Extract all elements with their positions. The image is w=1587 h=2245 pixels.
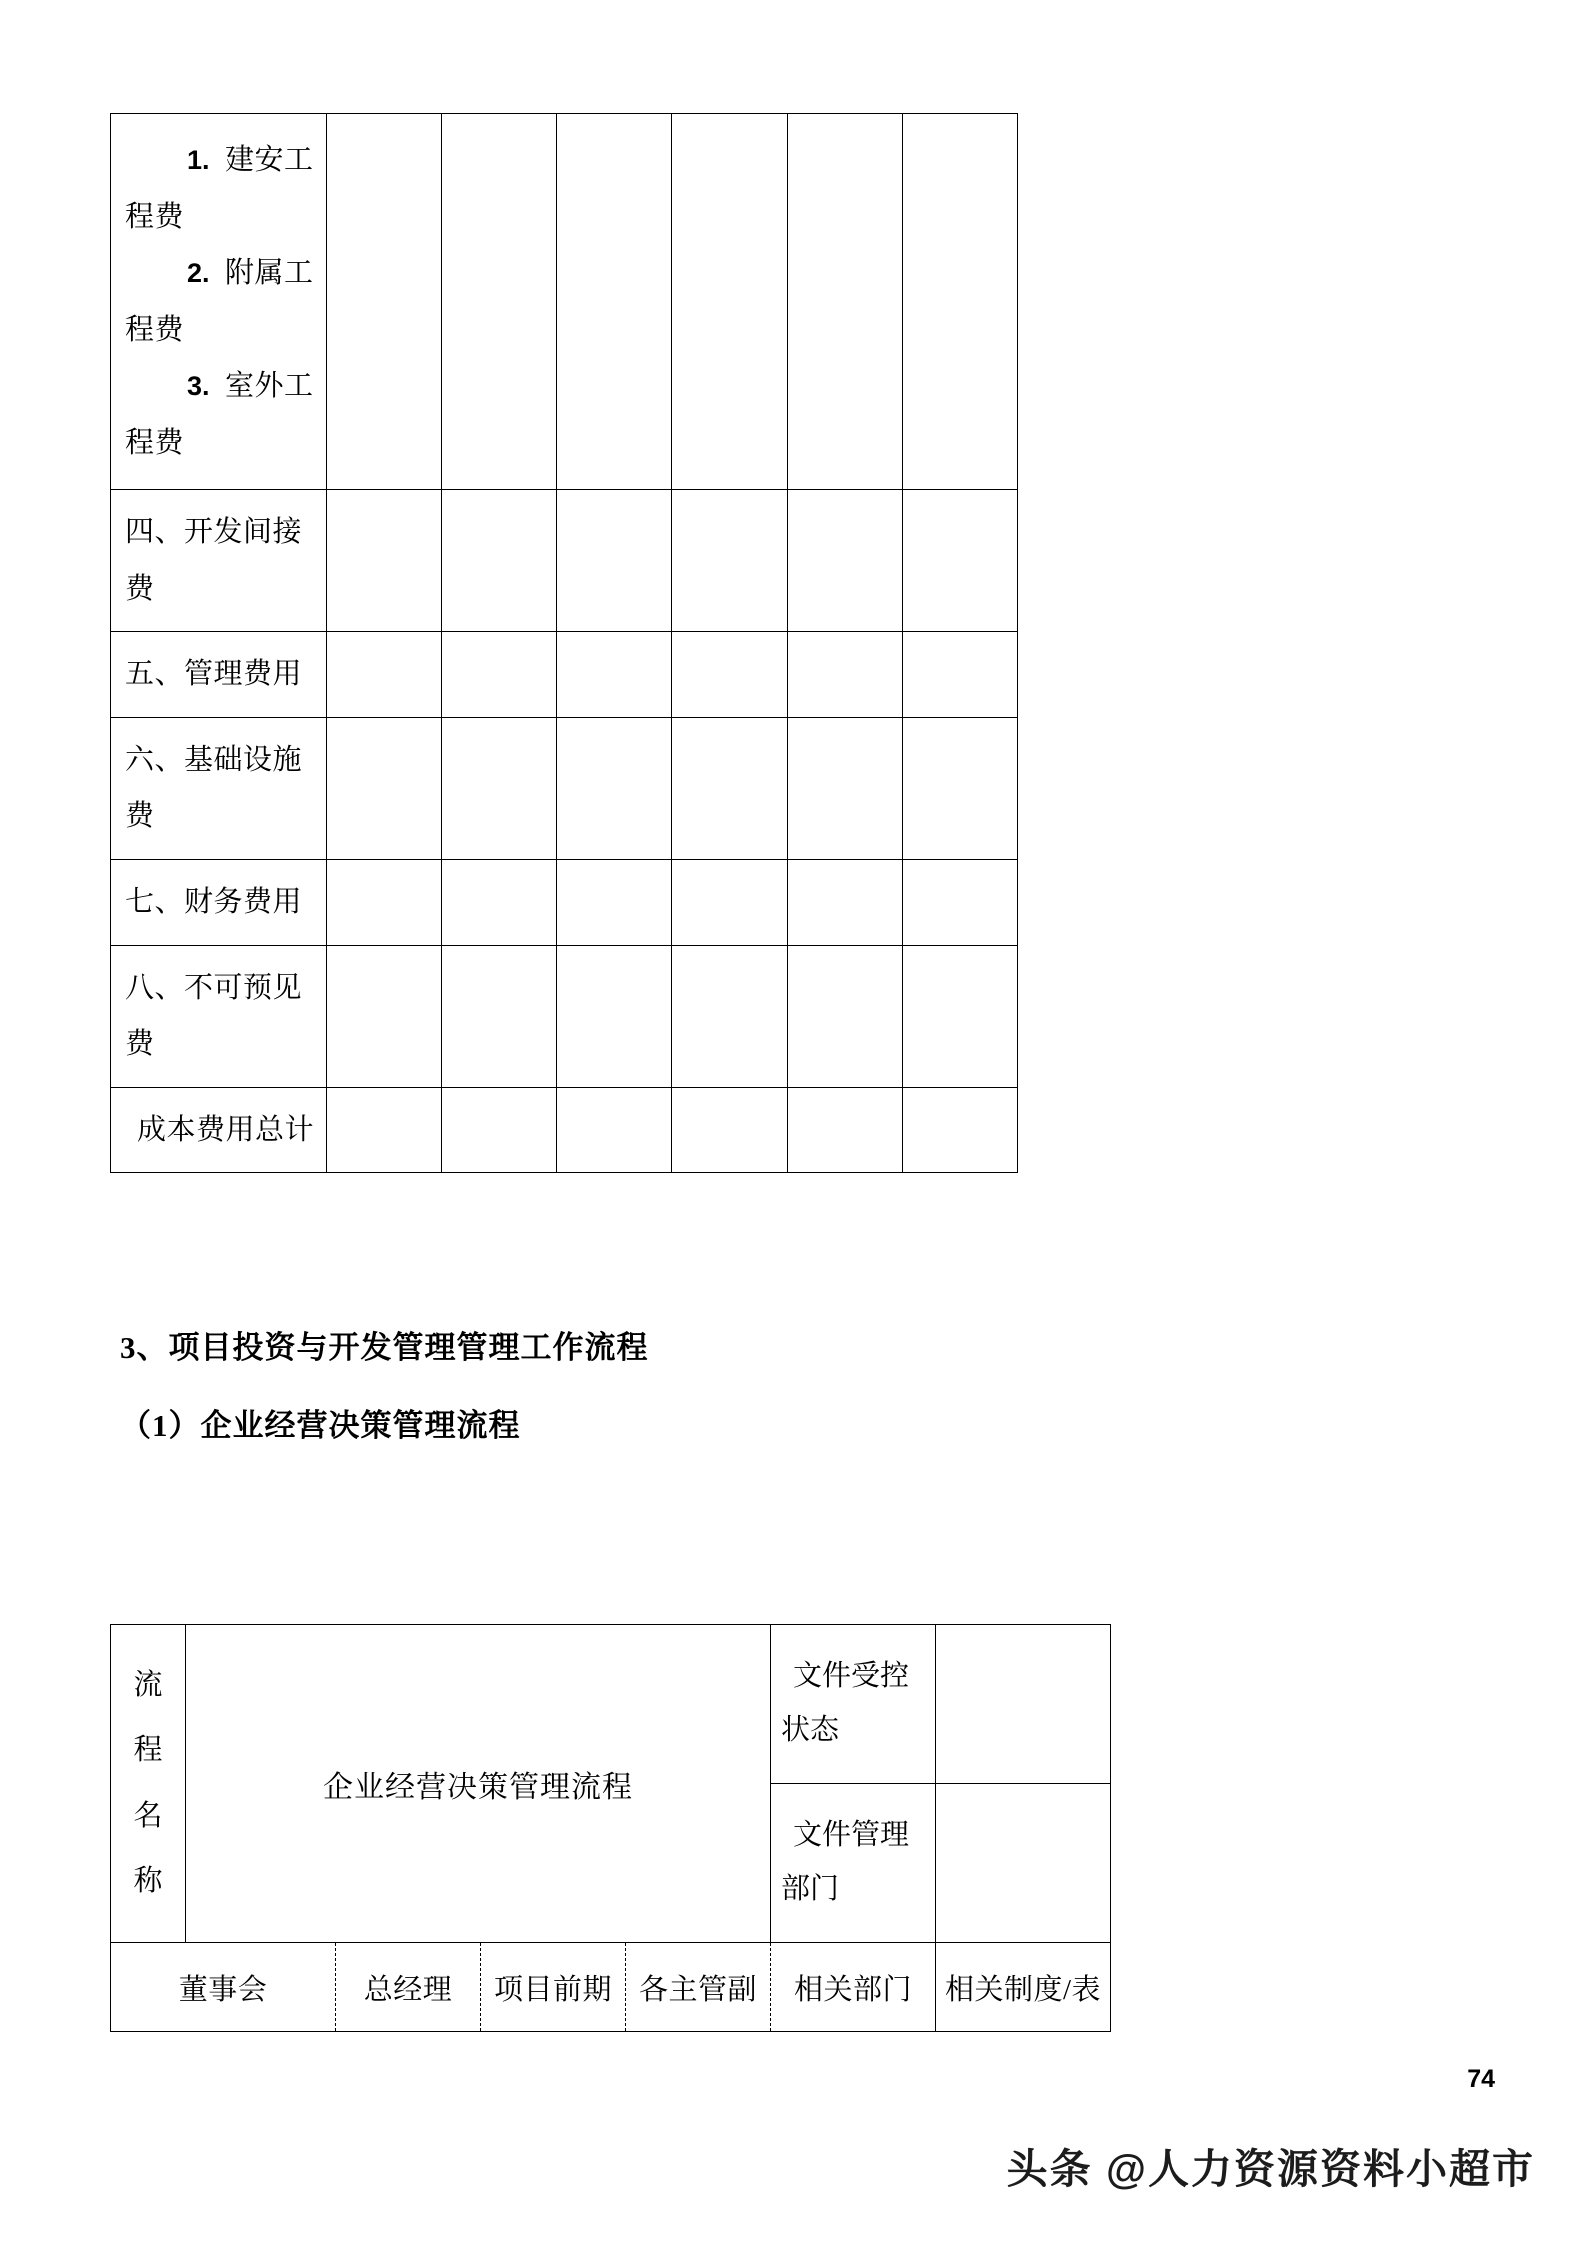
cost-item-management: 五、管理费用 <box>111 632 327 718</box>
flow-title: 企业经营决策管理流程 <box>186 1625 771 1943</box>
cost-cell-empty[interactable] <box>441 632 556 718</box>
cost-item-2 <box>125 245 326 302</box>
cost-cell-empty[interactable] <box>326 945 441 1087</box>
cost-cell-empty[interactable] <box>902 1087 1017 1173</box>
cost-item-construction-group <box>111 114 327 490</box>
watermark: 头条 @人力资源资料小超市 <box>1006 2146 1535 2192</box>
cost-cell-empty[interactable] <box>787 945 902 1087</box>
cost-cell-empty[interactable] <box>441 490 556 632</box>
table-row <box>111 945 1018 1087</box>
cost-item-1 <box>125 132 326 189</box>
cost-cell-empty[interactable] <box>672 717 787 859</box>
cost-cell-empty[interactable] <box>326 632 441 718</box>
section-heading-3: 3、项目投资与开发管理管理工作流程 <box>120 1330 649 1365</box>
cost-cell-empty[interactable] <box>672 1087 787 1173</box>
flow-header-table <box>110 1624 1111 2032</box>
flow-name-char-1: 流 <box>133 1669 163 1701</box>
cost-item-infrastructure: 六、基础设施费 <box>111 717 327 859</box>
cost-cell-empty[interactable] <box>557 1087 672 1173</box>
table-row <box>111 632 1018 718</box>
table-row <box>111 860 1018 946</box>
cost-cell-empty[interactable] <box>787 1087 902 1173</box>
flow-name-char-3: 名 <box>133 1799 163 1832</box>
role-header-general-manager: 总经理 <box>336 1943 481 2032</box>
cost-item-financial: 七、财务费用 <box>111 860 327 946</box>
cost-cell-empty[interactable] <box>672 860 787 946</box>
cost-cell-empty[interactable] <box>557 717 672 859</box>
cost-item-total: 成本费用总计 <box>111 1087 327 1173</box>
cost-cell-empty[interactable] <box>326 717 441 859</box>
page-number: 74 <box>1467 2065 1495 2093</box>
cost-item-2-head: 附属工 <box>225 257 314 290</box>
role-header-project-preparation: 项目前期 <box>481 1943 626 2032</box>
subsection-heading-1: （1）企业经营决策管理流程 <box>120 1408 521 1443</box>
role-header-deputy-managers: 各主管副 <box>626 1943 771 2032</box>
cost-cell-empty[interactable] <box>787 717 902 859</box>
cost-cell-empty[interactable] <box>557 860 672 946</box>
cost-cell-empty[interactable] <box>557 945 672 1087</box>
table-row <box>111 1625 1111 1784</box>
cost-cell-empty[interactable] <box>902 860 1017 946</box>
cost-cell-empty[interactable] <box>672 490 787 632</box>
cost-cell-empty[interactable] <box>902 114 1017 490</box>
cost-cell-empty[interactable] <box>441 1087 556 1173</box>
table-row <box>111 1087 1018 1173</box>
cost-item-1-head: 建安工 <box>225 144 314 176</box>
document-manage-dept-value[interactable] <box>936 1784 1111 1943</box>
document-control-status-value[interactable] <box>936 1625 1111 1784</box>
cost-item-1-number: 1. <box>187 145 210 175</box>
flow-name-vertical-label <box>111 1625 186 1943</box>
document-control-status-label: 文件受控状态 <box>771 1625 936 1784</box>
cost-item-2-cont: 程费 <box>125 313 185 346</box>
cost-cell-empty[interactable] <box>441 860 556 946</box>
cost-cell-empty[interactable] <box>557 632 672 718</box>
cost-cell-empty[interactable] <box>787 860 902 946</box>
cost-cell-empty[interactable] <box>672 114 787 490</box>
document-manage-dept-label: 文件管理部门 <box>771 1784 936 1943</box>
table-row <box>111 114 1018 490</box>
flow-name-char-4: 称 <box>133 1864 163 1897</box>
cost-item-2-number: 2. <box>187 258 210 289</box>
role-header-row <box>111 1943 1111 2032</box>
cost-cell-empty[interactable] <box>787 490 902 632</box>
cost-cell-empty[interactable] <box>902 945 1017 1087</box>
cost-item-3-number: 3. <box>187 371 210 402</box>
cost-cell-empty[interactable] <box>441 114 556 490</box>
cost-cell-empty[interactable] <box>557 114 672 490</box>
table-row <box>111 490 1018 632</box>
role-header-board: 董事会 <box>111 1943 336 2032</box>
cost-item-indirect-dev: 四、开发间接费 <box>111 490 327 632</box>
cost-item-3-head: 室外工 <box>225 370 314 403</box>
table-row <box>111 717 1018 859</box>
cost-item-3-cont: 程费 <box>125 426 185 459</box>
cost-cell-empty[interactable] <box>326 490 441 632</box>
cost-item-contingency: 八、不可预见费 <box>111 945 327 1087</box>
cost-cell-empty[interactable] <box>326 114 441 490</box>
role-header-related-departments: 相关部门 <box>771 1943 936 2032</box>
cost-cell-empty[interactable] <box>902 632 1017 718</box>
cost-cell-empty[interactable] <box>787 114 902 490</box>
cost-cell-empty[interactable] <box>441 717 556 859</box>
cost-cell-empty[interactable] <box>787 632 902 718</box>
flow-name-char-2: 程 <box>133 1734 163 1767</box>
cost-item-3 <box>125 358 326 415</box>
cost-cell-empty[interactable] <box>902 717 1017 859</box>
cost-item-1-cont: 程费 <box>125 200 185 233</box>
cost-cell-empty[interactable] <box>326 860 441 946</box>
cost-cell-empty[interactable] <box>557 490 672 632</box>
cost-cell-empty[interactable] <box>326 1087 441 1173</box>
cost-breakdown-table <box>110 113 1018 1173</box>
cost-cell-empty[interactable] <box>672 945 787 1087</box>
role-header-related-systems-forms: 相关制度/表 <box>936 1943 1111 2032</box>
cost-cell-empty[interactable] <box>902 490 1017 632</box>
cost-cell-empty[interactable] <box>672 632 787 718</box>
cost-cell-empty[interactable] <box>441 945 556 1087</box>
